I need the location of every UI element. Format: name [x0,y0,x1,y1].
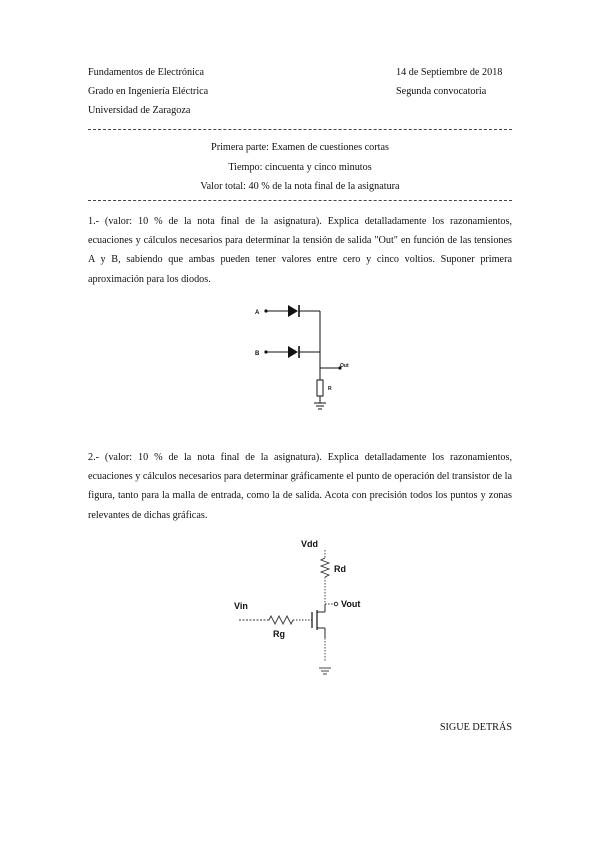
university-name: Universidad de Zaragoza [88,105,191,116]
divider-top [88,129,512,130]
label-out: Out [340,363,349,369]
degree-name: Grado en Ingeniería Eléctrica [88,86,209,97]
diode-a-icon [288,305,298,317]
label-a: A [255,310,260,316]
exam-date: 14 de Septiembre de 2018 [396,67,503,78]
exam-session: Segunda convocatoria [396,86,487,97]
exam-part: Primera parte: Examen de cuestiones cortas [211,142,389,153]
label-b: B [255,351,260,357]
divider-bottom [88,200,512,201]
question-1: 1.- (valor: 10 % de la nota final de la asignatura). Explica detalladamente los razonamientos, ecuaciones y cálculos necesarios para determinar la tensión de salida "Out" en función de las tensiones A y B, sabiendo que ambas pueden tener valores entre cero y cinco voltios. Suponer primera aproximación para los diodos. [88,216,512,285]
exam-time: Tiempo: cincuenta y cinco minutos [228,161,372,173]
label-vin: Vin [234,601,248,611]
diode-b-icon [288,346,298,358]
resistor-icon [317,380,323,396]
continue-note: SIGUE DETRÁS [439,722,512,733]
question-2: 2.- (valor: 10 % de la nota final de la asignatura). Explica detalladamente los razonamientos, ecuaciones y cálculos necesarios para determinar gráficamente el punto de operación del transistor de la figura, tanto para la malla de entrada, como la de salida. Acota con precisión todos los puntos y zonas relevantes de dichas gráficas. [88,452,512,521]
exam-info [88,138,512,197]
transistor-circuit [225,534,385,684]
label-rg: Rg [273,629,285,639]
label-vdd: Vdd [301,539,318,549]
exam-value: Valor total: 40 % de la nota final de la asignatura [200,181,400,192]
header-left [88,63,208,120]
label-r: R [328,386,332,392]
course-name: Fundamentos de Electrónica [88,67,204,78]
rg-resistor-icon [269,616,293,624]
diode-or-circuit [252,296,372,418]
label-rd: Rd [334,564,346,574]
rd-resistor-icon [321,558,329,577]
label-vout: Vout [341,599,361,609]
header-right [396,63,502,101]
